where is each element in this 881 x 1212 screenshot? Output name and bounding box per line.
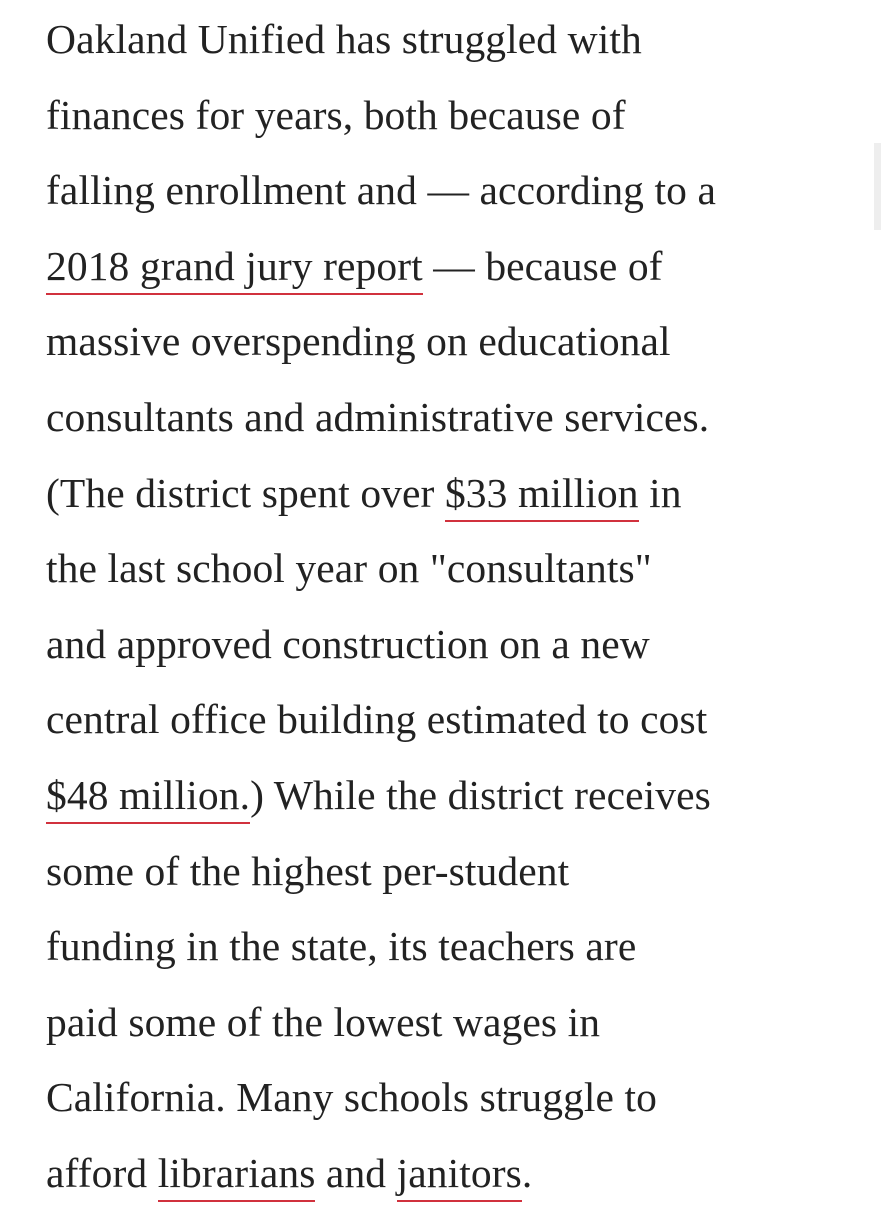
text-segment: in	[638, 469, 682, 516]
text-line: the last school year on "consultants"	[46, 545, 652, 592]
text-segment: ) While the district receives	[250, 771, 711, 818]
text-segment: and	[315, 1149, 397, 1196]
grand-jury-report-link[interactable]: 2018 grand jury report	[46, 243, 423, 295]
text-line: some of the highest per-student	[46, 847, 570, 894]
text-line: massive overspending on educational	[46, 318, 671, 365]
text-line	[46, 758, 846, 834]
text-segment: (The district spent over	[46, 469, 445, 516]
janitors-link[interactable]: janitors	[397, 1150, 522, 1202]
text-line: consultants and administrative services.	[46, 393, 710, 440]
text-segment: afford	[46, 1149, 158, 1196]
48-million-link[interactable]: $48 million.	[46, 772, 250, 824]
text-segment: .	[521, 1149, 533, 1196]
text-line	[46, 229, 846, 305]
33-million-link[interactable]: $33 million	[445, 470, 639, 522]
text-line: finances for years, both because of	[46, 91, 626, 138]
text-line: falling enrollment and — according to a	[46, 167, 716, 214]
article-paragraph	[46, 0, 846, 1212]
text-line: Oakland Unified has struggled with	[46, 16, 642, 62]
scrollbar-thumb[interactable]	[874, 143, 881, 230]
text-line	[46, 1136, 846, 1212]
text-line: funding in the state, its teachers are	[46, 923, 637, 970]
text-line: paid some of the lowest wages in	[46, 998, 601, 1045]
text-segment: — because of	[422, 242, 663, 289]
text-line: central office building estimated to cost	[46, 696, 708, 743]
librarians-link[interactable]: librarians	[158, 1150, 316, 1202]
text-line: and approved construction on a new	[46, 620, 650, 667]
text-line: California. Many schools struggle to	[46, 1074, 658, 1121]
text-line	[46, 456, 846, 532]
